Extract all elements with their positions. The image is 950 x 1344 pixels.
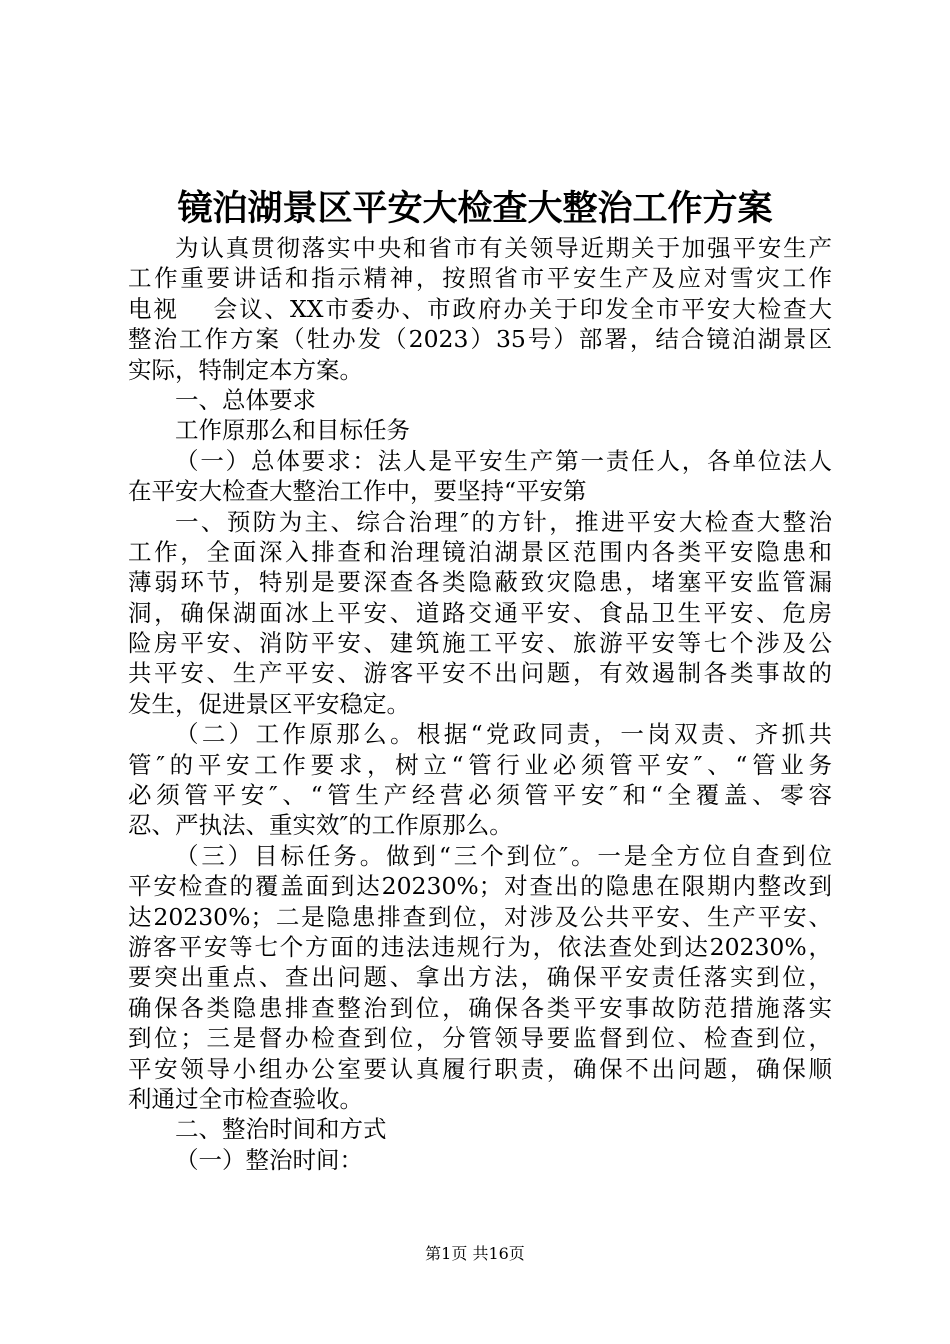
text-line: （一）总体要求：法人是平安生产第一责任人，各单位法人 <box>175 446 832 475</box>
text-line: 电视 会议、XX市委办、市政府办关于印发全市平安大检查大 <box>128 294 832 323</box>
text-line: 必须管平安″、“管生产经营必须管平安″和“全覆盖、零容 <box>128 781 832 810</box>
text-line: 要突出重点、查出问题、拿出方法，确保平安责任落实到位， <box>128 963 832 992</box>
text-line: 实际，特制定本方案。 <box>128 355 363 384</box>
document-body <box>128 233 832 1175</box>
text-line: （一）整治时间： <box>175 1145 363 1174</box>
document-title: 镜泊湖景区平安大检查大整治工作方案 <box>177 188 773 229</box>
text-line: 工作原那么和目标任务 <box>175 416 410 445</box>
text-line: 发生，促进景区平安稳定。 <box>128 689 410 718</box>
text-line: 确保各类隐患排查整治到位，确保各类平安事故防范措施落实 <box>128 993 832 1022</box>
text-line: 管″的平安工作要求，树立“管行业必须管平安″、“管业务 <box>128 750 832 779</box>
text-line: 忍、严执法、重实效″的工作原那么。 <box>128 811 513 840</box>
text-line: 一、预防为主、综合治理″的方针，推进平安大检查大整治 <box>175 507 832 536</box>
text-line: 利通过全市检查验收。 <box>128 1084 363 1113</box>
text-line: 平安检查的覆盖面到达20230%；对查出的隐患在限期内整改到 <box>128 872 832 901</box>
text-line: 到位；三是督办检查到位，分管领导要监督到位、检查到位， <box>128 1024 832 1053</box>
text-line: 工作，全面深入排查和治理镜泊湖景区范围内各类平安隐患和 <box>128 537 832 566</box>
text-line: 二、整治时间和方式 <box>175 1115 387 1144</box>
text-line: （三）目标任务。做到“三个到位″。一是全方位自查到位 <box>175 841 832 870</box>
text-line: （二）工作原那么。根据“党政同责，一岗双责、齐抓共 <box>175 720 832 749</box>
text-line: 薄弱环节，特别是要深查各类隐蔽致灾隐患，堵塞平安监管漏 <box>128 568 832 597</box>
text-line: 为认真贯彻落实中央和省市有关领导近期关于加强平安生产 <box>175 234 832 262</box>
text-line: 工作重要讲话和指示精神，按照省市平安生产及应对雪灾工作 <box>128 264 832 293</box>
page-footer: 第1页 共16页 <box>425 1244 525 1263</box>
text-line: 在平安大检查大整治工作中，要坚持“平安第 <box>128 477 587 506</box>
text-line: 险房平安、消防平安、建筑施工平安、旅游平安等七个涉及公 <box>128 629 832 658</box>
text-line: 达20230%；二是隐患排查到位，对涉及公共平安、生产平安、 <box>128 902 832 931</box>
text-line: 整治工作方案（牡办发（2023）35号）部署，结合镜泊湖景区 <box>128 325 832 354</box>
text-line: 游客平安等七个方面的违法违规行为，依法查处到达20230%， <box>128 932 832 961</box>
text-line: 共平安、生产平安、游客平安不出问题，有效遏制各类事故的 <box>128 659 832 688</box>
text-line: 平安领导小组办公室要认真履行职责，确保不出问题，确保顺 <box>128 1054 832 1083</box>
text-line: 洞，确保湖面冰上平安、道路交通平安、食品卫生平安、危房 <box>128 598 832 627</box>
text-line: 一、总体要求 <box>175 385 316 414</box>
